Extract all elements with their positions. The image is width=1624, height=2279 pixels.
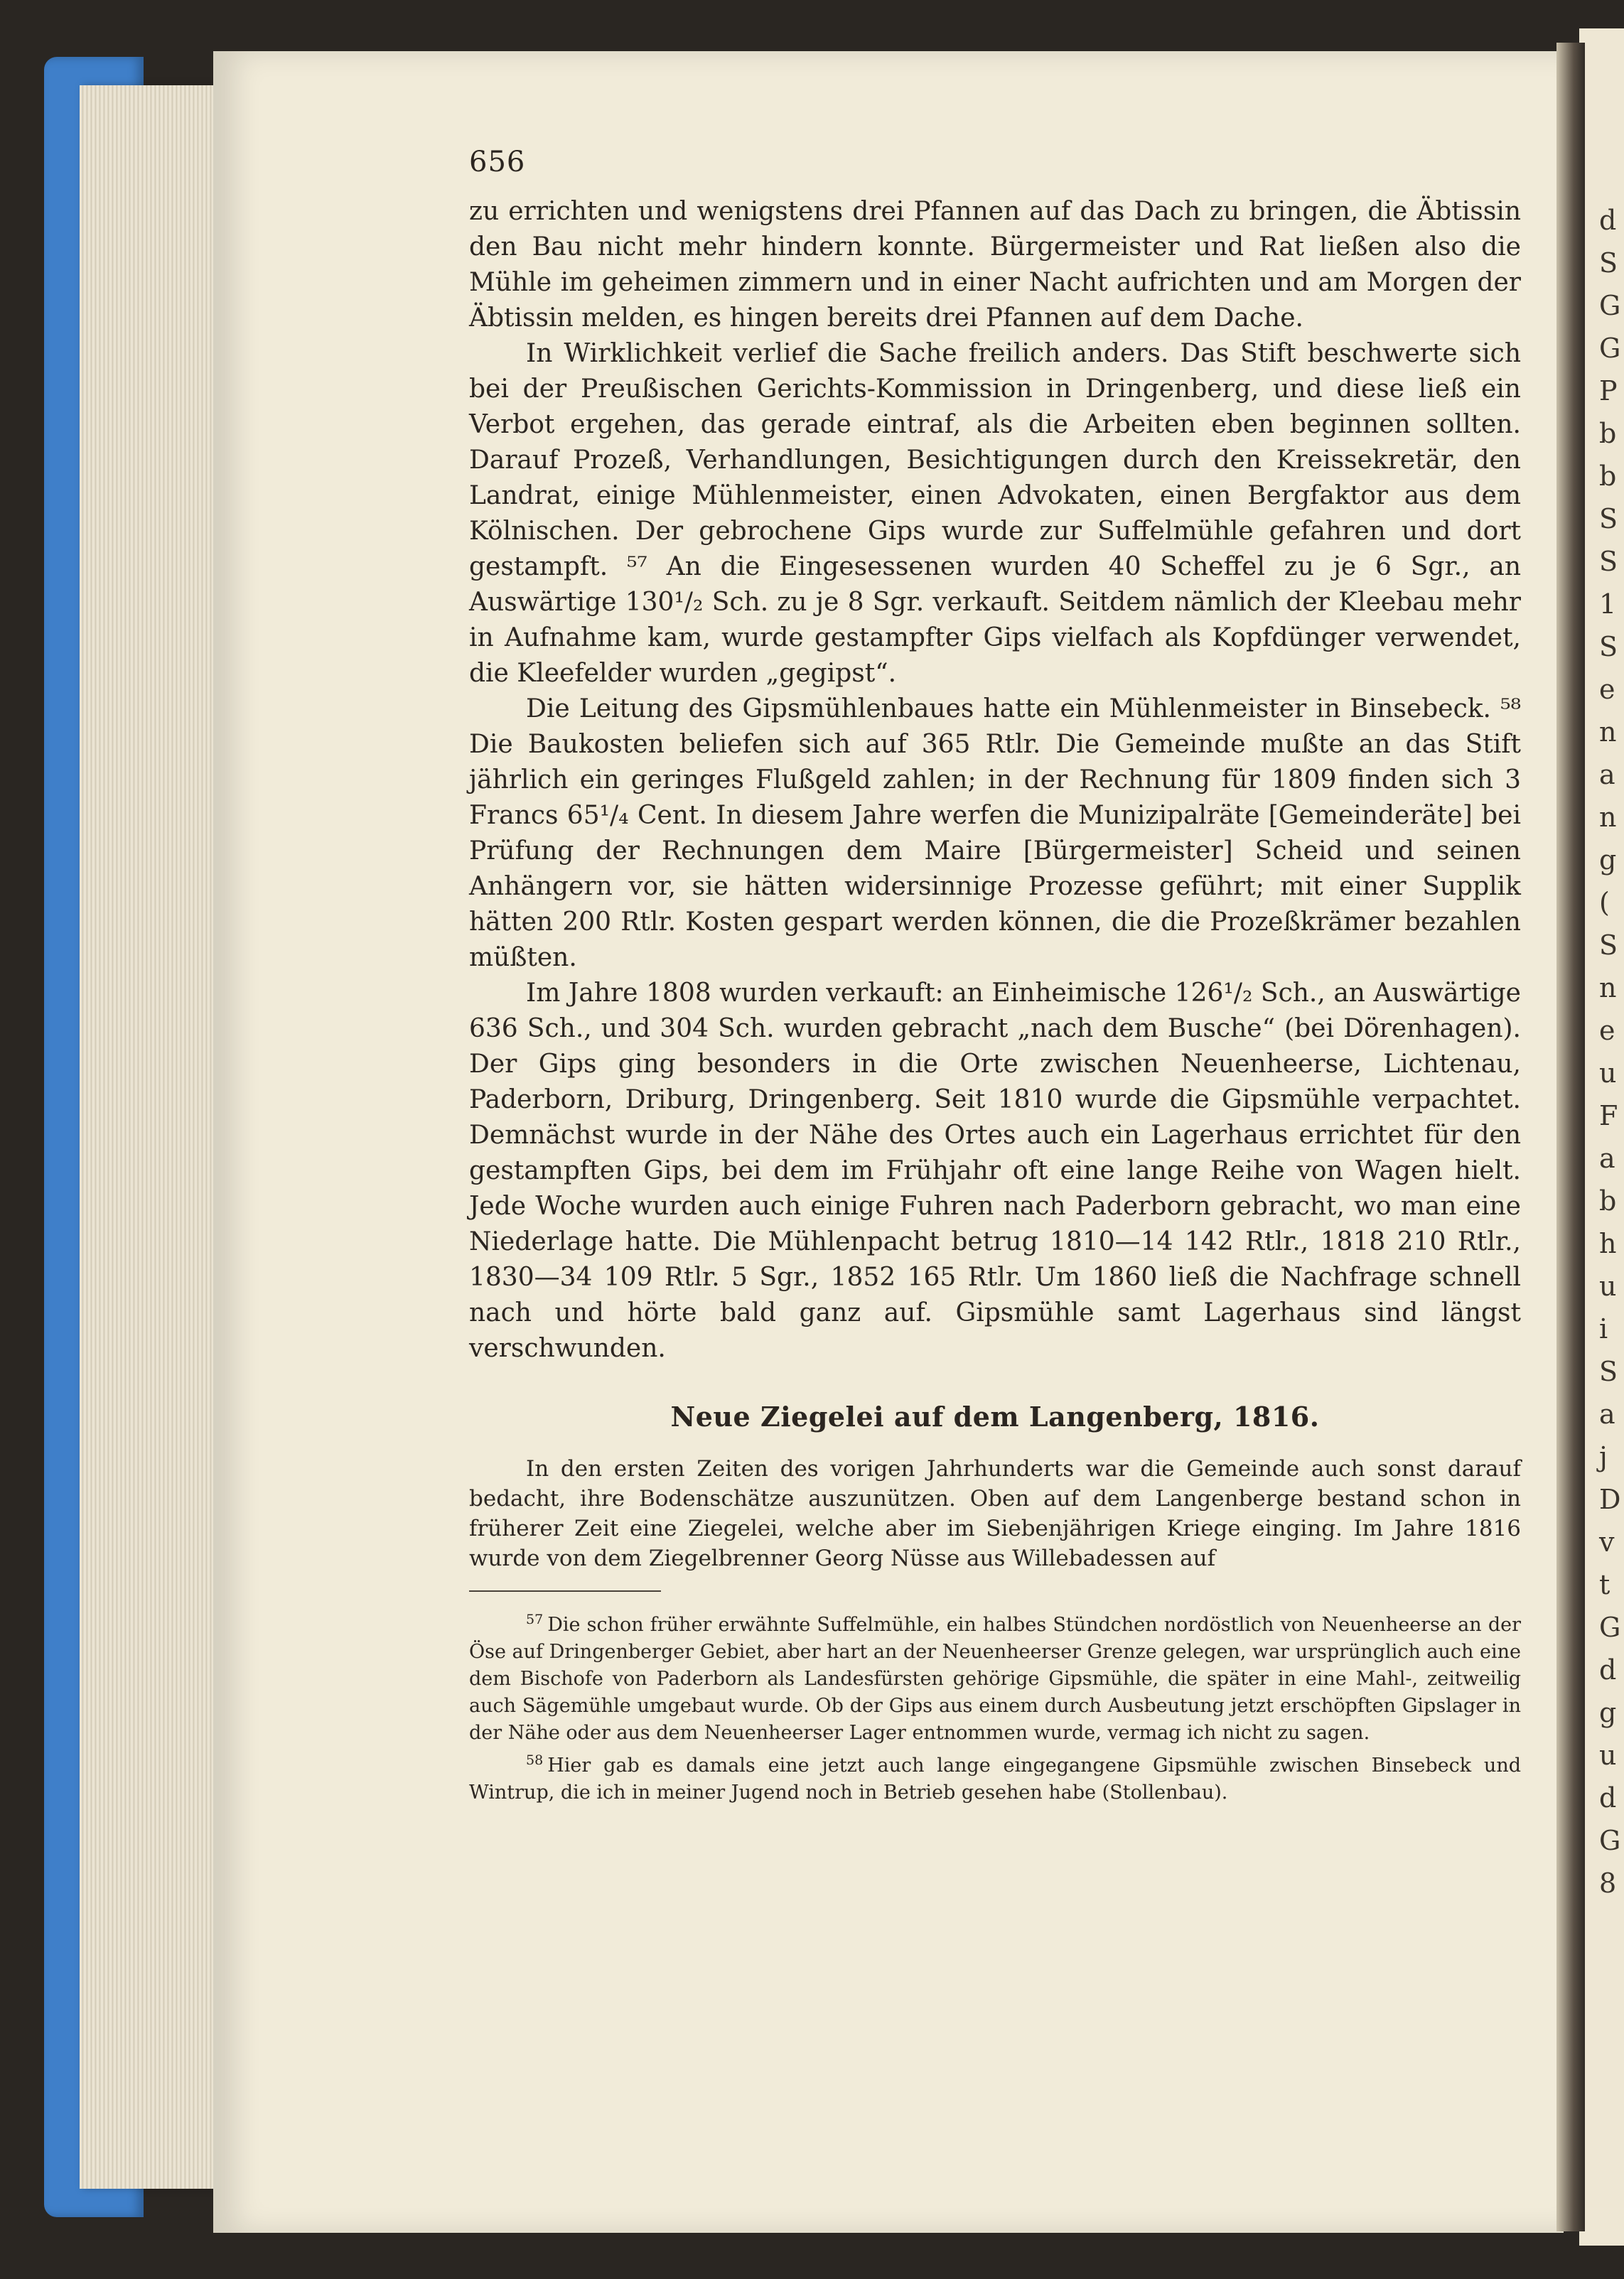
facing-page-letter: n: [1599, 716, 1617, 748]
facing-page-letter: i: [1599, 1313, 1608, 1345]
facing-page-letter: v: [1599, 1526, 1615, 1558]
facing-page-letter: a: [1599, 1143, 1615, 1174]
footnote-text: Die schon früher erwähnte Suffelmühle, ein halbes Stündchen nordöstlich von Neuenheerse an der Öse auf Dringenberger Gebiet, aber hart an der Neuenheerser Grenze gelegen, war ursprünglich auch eine dem Bischofe von Paderborn als Landesfürsten gehörige Gipsmühle, die später in eine Mahl-, zeitweilig auch Sägemühle umgebaut wurde. Ob der Gips aus einem durch Ausbeutung jetzt erschöpften Gipslager in der Nähe oder aus dem Neuenheerser Lager entnommen wurde, vermag ich nicht zu sagen.: [469, 1614, 1522, 1744]
section-paragraph: In den ersten Zeiten des vorigen Jahrhunderts war die Gemeinde auch sonst darauf bedacht, ihre Bodenschätze auszunützen. Oben auf dem Langenberge bestand schon in früherer Zeit eine Ziegelei, welche aber im Siebenjährigen Kriege einging. Im Jahre 1816 wurde von dem Ziegelbrenner Georg Nüsse aus Willebadessen auf: [469, 1456, 1521, 1571]
facing-page-letter: t: [1599, 1569, 1610, 1600]
facing-page-letter: u: [1599, 1271, 1617, 1302]
facing-page-letter: a: [1599, 1399, 1615, 1430]
footnote-number: 57: [526, 1612, 544, 1627]
book-gutter: [1556, 43, 1585, 2231]
facing-page-letter: e: [1599, 674, 1615, 705]
facing-page-letter: 1: [1599, 588, 1617, 620]
footnote-text: Hier gab es damals eine jetzt auch lange eingegangene Gipsmühle zwischen Binsebeck und Wintrup, die ich in meiner Jugend noch in Betrieb gesehen habe (Stollenbau).: [469, 1755, 1521, 1804]
facing-page-letter: b: [1599, 1185, 1617, 1217]
facing-page-letter: g: [1599, 844, 1617, 875]
facing-page-letter: G: [1599, 1825, 1621, 1856]
facing-page-letter: 8: [1599, 1868, 1617, 1899]
facing-page-letter: S: [1599, 247, 1618, 279]
body-paragraph: Die Leitung des Gipsmühlenbaues hatte ein Mühlenmeister in Binsebeck. ⁵⁸ Die Baukosten beliefen sich auf 365 Rtlr. Die Gemeinde mußte an das Stift jährlich ein geringes Flußgeld zahlen; in der Rechnung für 1809 finden sich 3 Francs 65¹/₄ Cent. In diesem Jahre werfen die Munizipalräte [Gemeinderäte] bei Prüfung der Rechnungen dem Maire [Bürgermeister] Scheid und seinen Anhängern vor, sie hätten widersinnige Prozesse geführt; mit einer Supplik hätten 200 Rtlr. Kosten gespart werden können, die die Prozeßkrämer bezahlen müßten.: [469, 694, 1521, 972]
facing-page-letter: S: [1599, 930, 1618, 961]
footnote: [469, 1747, 1521, 1806]
section-heading: Neue Ziegelei auf dem Langenberg, 1816.: [670, 1401, 1320, 1433]
facing-page-letter: j: [1599, 1441, 1608, 1472]
facing-page-letter: S: [1599, 546, 1618, 577]
footnote: [469, 1606, 1521, 1747]
facing-page-letter: d: [1599, 1654, 1617, 1686]
facing-page-letter: D: [1599, 1484, 1621, 1515]
page-text-block: [469, 146, 1521, 1806]
body-paragraph: zu errichten und wenigstens drei Pfannen auf das Dach zu bringen, die Äbtissin den Bau nicht mehr hindern konnte. Bürgermeister und Rat ließen also die Mühle im geheimen zimmern und in einer Nacht aufrichten und am Morgen der Äbtissin melden, es hingen bereits drei Pfannen auf dem Dache.: [469, 197, 1521, 333]
facing-page-letter: d: [1599, 205, 1617, 236]
facing-page-letter: h: [1599, 1228, 1617, 1259]
facing-page-letter: S: [1599, 631, 1618, 662]
facing-page-letter: G: [1599, 290, 1621, 321]
facing-page-letter: S: [1599, 503, 1618, 534]
footnote-number: 58: [526, 1752, 544, 1768]
facing-page-letter: n: [1599, 802, 1617, 833]
facing-page-letter: e: [1599, 1015, 1615, 1046]
facing-page-letter: S: [1599, 1356, 1618, 1387]
page-number: 656: [469, 146, 526, 178]
facing-page-letter: u: [1599, 1057, 1617, 1089]
facing-page-letter: n: [1599, 972, 1617, 1003]
footnote-separator: [469, 1590, 661, 1592]
facing-page-letter: G: [1599, 1612, 1621, 1643]
facing-page-letter: u: [1599, 1740, 1617, 1771]
body-paragraph: In Wirklichkeit verlief die Sache freilich anders. Das Stift beschwerte sich bei der Preußischen Gerichts-Kommission in Dringenberg, und diese ließ ein Verbot ergehen, das gerade eintraf, als die Arbeiten eben beginnen sollten. Darauf Prozeß, Verhandlungen, Besichtigungen durch den Kreissekretär, den Landrat, einige Mühlenmeister, einen Advokaten, einen Bergfaktor aus dem Kölnischen. Der gebrochene Gips wurde zur Suffelmühle gefahren und dort gestampft. ⁵⁷ An die Eingesessenen wurden 40 Scheffel zu je 6 Sgr., an Auswärtige 130¹/₂ Sch. zu je 8 Sgr. verkauft. Seitdem nämlich der Kleebau mehr in Aufnahme kam, wurde gestampfter Gips vielfach als Kopfdünger verwendet, die Kleefelder wurden „gegipst“.: [469, 339, 1521, 688]
facing-page-letter: b: [1599, 460, 1617, 492]
body-paragraph: Im Jahre 1808 wurden verkauft: an Einheimische 126¹/₂ Sch., an Auswärtige 636 Sch., und 304 Sch. wurden gebracht „nach dem Busche“ (bei Dörenhagen). Der Gips ging besonders in die Orte zwischen Neuenheerse, Lichtenau, Paderborn, Driburg, Dringenberg. Seit 1810 wurde die Gipsmühle verpachtet. Demnächst wurde in der Nähe des Ortes auch ein Lagerhaus errichtet für den gestampften Gips, bei dem im Frühjahr oft eine lange Reihe von Wagen hielt. Jede Woche wurden auch einige Fuhren nach Paderborn gebracht, wo man eine Niederlage hatte. Die Mühlenpacht betrug 1810—14 142 Rtlr., 1818 210 Rtlr., 1830—34 109 Rtlr. 5 Sgr., 1852 165 Rtlr. Um 1860 ließ die Nachfrage schnell nach und hörte bald ganz auf. Gipsmühle samt Lagerhaus sind längst verschwunden.: [469, 979, 1521, 1363]
facing-page-letter: F: [1599, 1100, 1618, 1131]
facing-page-letter: P: [1599, 375, 1618, 406]
facing-page-letter: (: [1599, 887, 1610, 918]
facing-page-letter: G: [1599, 333, 1621, 364]
facing-page-letter: b: [1599, 418, 1617, 449]
facing-page-letters: [1599, 199, 1624, 1904]
facing-page-letter: a: [1599, 759, 1615, 790]
facing-page-letter: d: [1599, 1782, 1617, 1814]
facing-page-letter: g: [1599, 1697, 1617, 1728]
